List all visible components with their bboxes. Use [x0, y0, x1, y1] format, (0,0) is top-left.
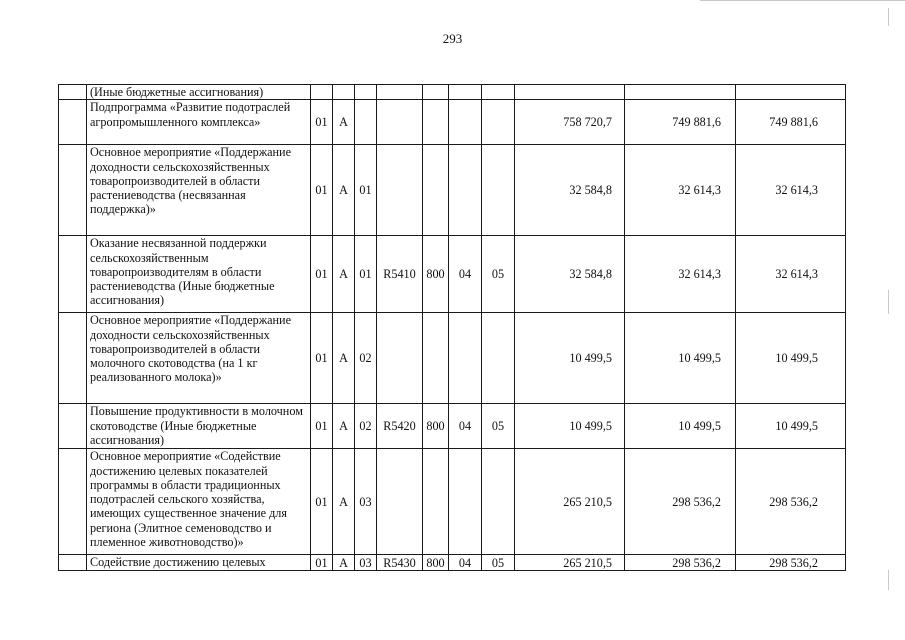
target-article-code: R5430	[377, 555, 423, 571]
gp-code: 01	[311, 145, 333, 236]
main-measure-code: 03	[355, 555, 377, 571]
amount-year-3: 749 881,6	[736, 100, 846, 145]
gp-code: 01	[311, 236, 333, 313]
main-measure-code	[355, 85, 377, 100]
subprogram-code: А	[333, 145, 355, 236]
edge-mark	[888, 570, 889, 590]
row-name: Повышение продуктивности в молочном скотоводстве (Иные бюджетные ассигнования)	[87, 404, 311, 449]
expense-type-code: 800	[423, 404, 449, 449]
amount-year-3: 32 614,3	[736, 236, 846, 313]
main-measure-code: 02	[355, 313, 377, 404]
expense-type-code: 800	[423, 555, 449, 571]
row-name: Основное мероприятие «Поддержание доходности сельскохозяйственных товаропроизводителей в области растениеводства (несвязанная поддержка)»	[87, 145, 311, 236]
main-measure-code	[355, 100, 377, 145]
main-measure-code: 01	[355, 236, 377, 313]
table-row	[59, 313, 846, 404]
gp-code: 01	[311, 555, 333, 571]
row-index-cell	[59, 145, 87, 236]
row-index-cell	[59, 100, 87, 145]
amount-year-2	[625, 85, 736, 100]
expense-type-code: 800	[423, 236, 449, 313]
table-row	[59, 236, 846, 313]
table-row	[59, 404, 846, 449]
gp-code	[311, 85, 333, 100]
table-row	[59, 449, 846, 555]
amount-year-2: 749 881,6	[625, 100, 736, 145]
amount-year-2: 298 536,2	[625, 449, 736, 555]
amount-year-2: 298 536,2	[625, 555, 736, 571]
amount-year-1	[515, 85, 625, 100]
row-index-cell	[59, 404, 87, 449]
amount-year-1: 10 499,5	[515, 404, 625, 449]
row-name: Основное мероприятие «Поддержание доходности сельскохозяйственных товаропроизводителей в области молочного скотоводства (на 1 кг реализованного молока)»	[87, 313, 311, 404]
subsection-code	[482, 85, 515, 100]
subsection-code	[482, 449, 515, 555]
row-index-cell	[59, 236, 87, 313]
amount-year-3	[736, 85, 846, 100]
expense-type-code	[423, 100, 449, 145]
subsection-code: 05	[482, 236, 515, 313]
gp-code: 01	[311, 313, 333, 404]
subsection-code	[482, 313, 515, 404]
subprogram-code	[333, 85, 355, 100]
target-article-code	[377, 85, 423, 100]
main-measure-code: 03	[355, 449, 377, 555]
expense-type-code	[423, 145, 449, 236]
main-measure-code: 01	[355, 145, 377, 236]
amount-year-3: 10 499,5	[736, 404, 846, 449]
top-edge-line	[700, 0, 905, 1]
target-article-code	[377, 449, 423, 555]
target-article-code	[377, 145, 423, 236]
row-index-cell	[59, 555, 87, 571]
table-row	[59, 555, 846, 571]
main-measure-code: 02	[355, 404, 377, 449]
edge-mark	[888, 290, 889, 314]
subprogram-code: А	[333, 404, 355, 449]
amount-year-2: 32 614,3	[625, 236, 736, 313]
row-name: Содействие достижению целевых	[87, 555, 311, 571]
table-row	[59, 100, 846, 145]
gp-code: 01	[311, 449, 333, 555]
amount-year-1: 265 210,5	[515, 449, 625, 555]
section-code	[449, 449, 482, 555]
amount-year-1: 265 210,5	[515, 555, 625, 571]
amount-year-1: 10 499,5	[515, 313, 625, 404]
table-row	[59, 145, 846, 236]
subsection-code: 05	[482, 404, 515, 449]
subprogram-code: А	[333, 555, 355, 571]
subsection-code	[482, 145, 515, 236]
amount-year-2: 32 614,3	[625, 145, 736, 236]
target-article-code	[377, 100, 423, 145]
expense-type-code	[423, 449, 449, 555]
expense-type-code	[423, 313, 449, 404]
row-name: (Иные бюджетные ассигнования)	[87, 85, 311, 100]
target-article-code	[377, 313, 423, 404]
subprogram-code: А	[333, 100, 355, 145]
row-index-cell	[59, 85, 87, 100]
amount-year-1: 32 584,8	[515, 236, 625, 313]
section-code: 04	[449, 555, 482, 571]
target-article-code: R5420	[377, 404, 423, 449]
section-code	[449, 145, 482, 236]
gp-code: 01	[311, 100, 333, 145]
edge-mark	[888, 8, 889, 26]
subprogram-code: А	[333, 236, 355, 313]
subprogram-code: А	[333, 449, 355, 555]
subsection-code: 05	[482, 555, 515, 571]
section-code	[449, 313, 482, 404]
row-name: Подпрограмма «Развитие подотраслей агропромышленного комплекса»	[87, 100, 311, 145]
amount-year-3: 32 614,3	[736, 145, 846, 236]
amount-year-2: 10 499,5	[625, 313, 736, 404]
expense-type-code	[423, 85, 449, 100]
amount-year-1: 32 584,8	[515, 145, 625, 236]
target-article-code: R5410	[377, 236, 423, 313]
row-name: Основное мероприятие «Содействие достижению целевых показателей программы в области традиционных подотраслей сельского хозяйства, имеющих существенное значение для региона (Элитное семеноводство и племенное животноводство)»	[87, 449, 311, 555]
section-code: 04	[449, 404, 482, 449]
amount-year-3: 298 536,2	[736, 449, 846, 555]
subprogram-code: А	[333, 313, 355, 404]
page-number: 293	[442, 31, 463, 46]
subsection-code	[482, 100, 515, 145]
section-code	[449, 85, 482, 100]
row-name: Оказание несвязанной поддержки сельскохозяйственным товаропроизводителям в области растениеводства (Иные бюджетные ассигнования)	[87, 236, 311, 313]
table-row	[59, 85, 846, 100]
row-index-cell	[59, 313, 87, 404]
amount-year-2: 10 499,5	[625, 404, 736, 449]
row-index-cell	[59, 449, 87, 555]
amount-year-3: 10 499,5	[736, 313, 846, 404]
budget-table	[58, 84, 846, 571]
gp-code: 01	[311, 404, 333, 449]
section-code	[449, 100, 482, 145]
amount-year-1: 758 720,7	[515, 100, 625, 145]
section-code: 04	[449, 236, 482, 313]
amount-year-3: 298 536,2	[736, 555, 846, 571]
